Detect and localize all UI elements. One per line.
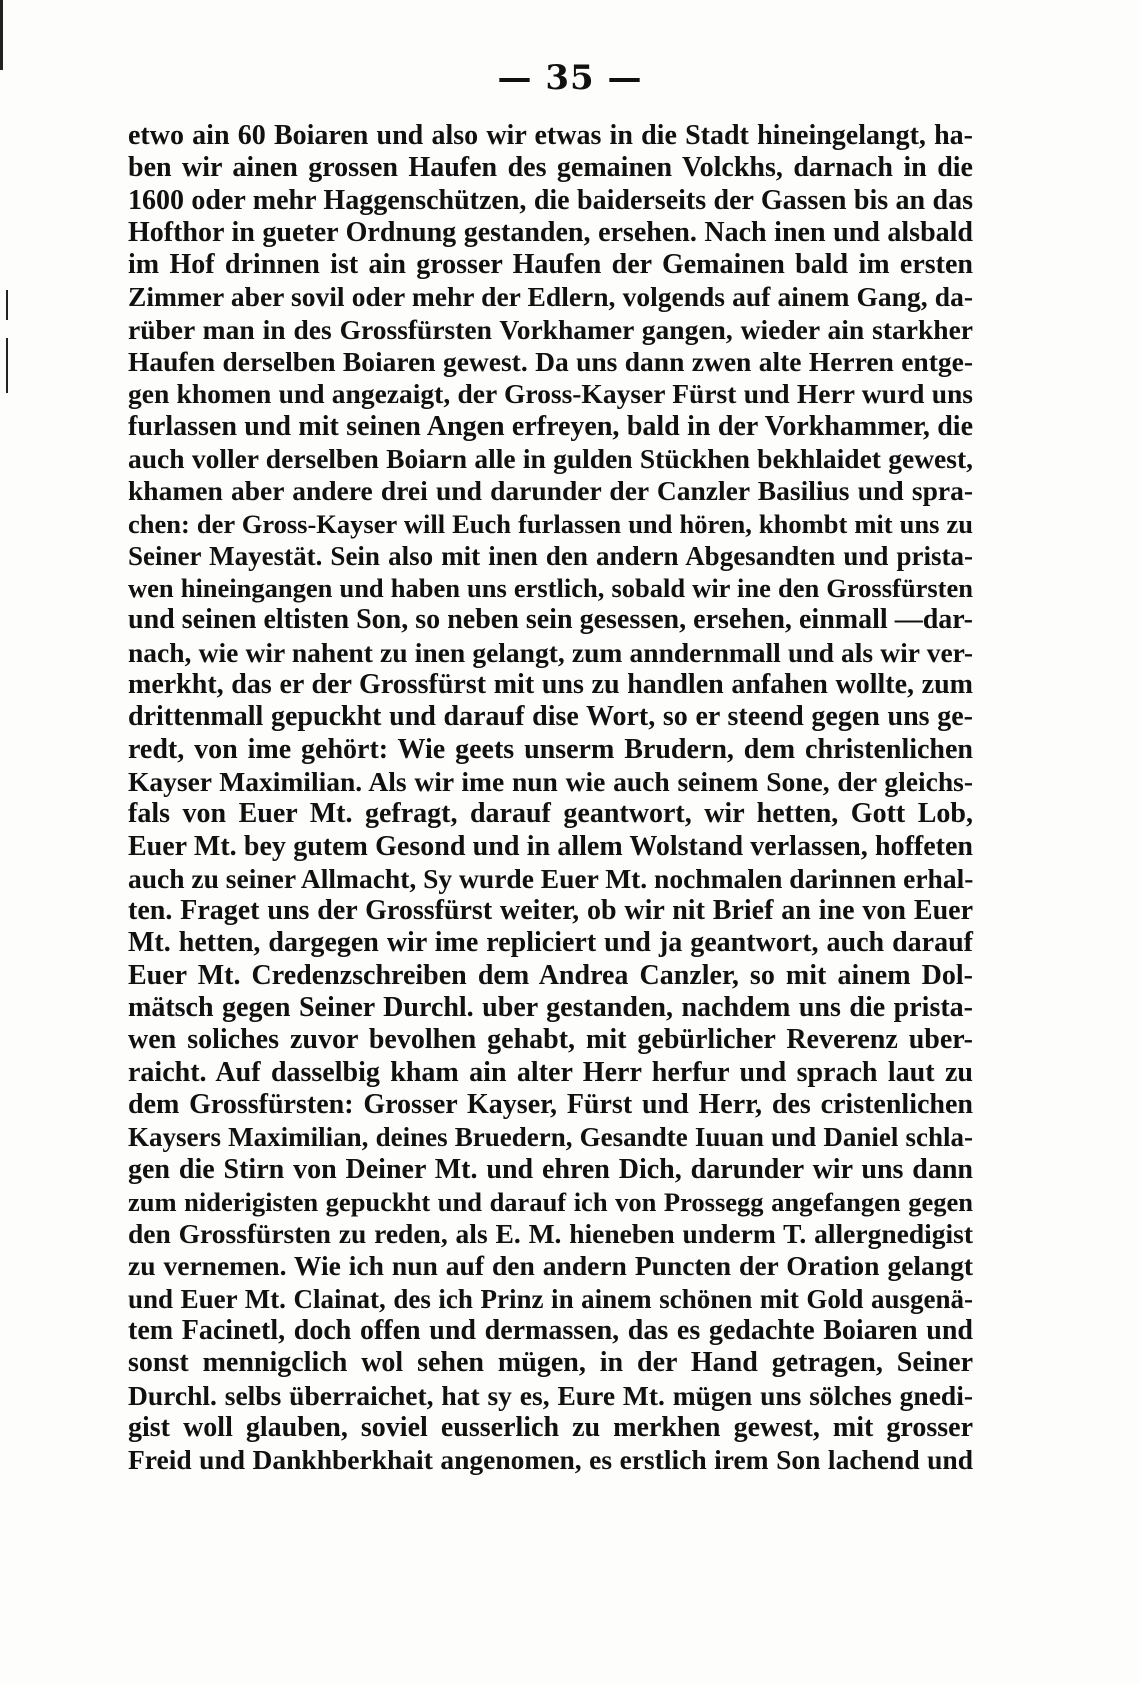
text-line: redt, von ime gehört: Wie geets unserm Brudern, dem christenlichen xyxy=(128,733,973,765)
text-line: sonst mennigclich wol sehen mügen, in der Hand getragen, Seiner xyxy=(128,1347,973,1379)
text-line: Freid und Dankhberkhait angenomen, es erstlich irem Son lachend und xyxy=(128,1444,973,1476)
text-line: rüber man in des Grossfürsten Vorkhamer gangen, wieder ain starkher xyxy=(128,313,973,345)
page-number: — 35 — xyxy=(497,58,643,98)
text-line: den Grossfürsten zu reden, als E. M. hieneben underm T. allergnedigist xyxy=(128,1218,973,1250)
text-line: Haufen derselben Boiaren gewest. Da uns dann zwen alte Herren entge- xyxy=(128,346,973,378)
text-line: ben wir ainen grossen Haufen des gemainen Volckhs, darnach in die xyxy=(128,152,973,184)
text-line: raicht. Auf dasselbig kham ain alter Herr herfur und sprach laut zu xyxy=(128,1056,973,1088)
text-line: Euer Mt. Credenzschreiben dem Andrea Canzler, so mit ainem Dol- xyxy=(128,959,973,991)
text-line: und seinen eltisten Son, so neben sein gesessen, ersehen, einmall —dar- xyxy=(128,604,973,636)
text-line: auch voller derselben Boiarn alle in gulden Stückhen bekhlaidet gewest, xyxy=(128,442,973,474)
text-line: Kaysers Maximilian, deines Bruedern, Gesandte Iuuan und Daniel schla- xyxy=(128,1122,973,1153)
text-line: chen: der Gross-Kayser will Euch furlassen und hören, khombt mit uns zu xyxy=(128,508,973,539)
text-line: zum niderigisten gepuckht und darauf ich von Prossegg angefangen gegen xyxy=(128,1186,973,1217)
text-line: Euer Mt. bey gutem Gesond und in allem Wolstand verlassen, hoffeten xyxy=(128,830,973,862)
body-text xyxy=(128,120,973,1476)
text-line: ten. Fraget uns der Grossfürst weiter, ob wir nit Brief an ine von Euer xyxy=(128,895,973,927)
text-line: Mt. hetten, dargegen wir ime repliciert und ja geantwort, auch darauf xyxy=(128,927,973,959)
text-line: nach, wie wir nahent zu inen gelangt, zum anndernmall und als wir ver- xyxy=(128,636,973,668)
text-line: Durchl. selbs überraichet, hat sy es, Eure Mt. mügen uns sölches gnedi- xyxy=(128,1379,973,1411)
text-line: mätsch gegen Seiner Durchl. uber gestanden, nachdem uns die prista- xyxy=(128,992,973,1024)
text-line: gen khomen und angezaigt, der Gross-Kayser Fürst und Herr wurd uns xyxy=(128,378,973,410)
text-line: tem Facinetl, doch offen und dermassen, das es gedachte Boiaren und xyxy=(128,1314,973,1346)
text-line: im Hof drinnen ist ain grosser Haufen der Gemainen bald im ersten xyxy=(128,249,973,281)
margin-mark xyxy=(6,290,8,320)
text-line: und Euer Mt. Clainat, des ich Prinz in ainem schönen mit Gold ausgenä- xyxy=(128,1283,973,1314)
text-line: merkht, das er der Grossfürst mit uns zu handlen anfahen wollte, zum xyxy=(128,669,973,701)
text-line: etwo ain 60 Boiaren und also wir etwas in die Stadt hineingelangt, ha- xyxy=(128,120,973,151)
text-line: Kayser Maximilian. Als wir ime nun wie auch seinem Sone, der gleichs- xyxy=(128,765,973,797)
text-line: gist woll glauben, soviel eusserlich zu merkhen gewest, mit grosser xyxy=(128,1411,973,1443)
margin-mark xyxy=(6,338,8,393)
text-line: Hofthor in gueter Ordnung gestanden, ersehen. Nach inen und alsbald xyxy=(128,216,973,248)
text-line: fals von Euer Mt. gefragt, darauf geantwort, wir hetten, Gott Lob, xyxy=(128,798,973,830)
text-line: furlassen und mit seinen Angen erfreyen, bald in der Vorkhammer, die xyxy=(128,410,973,442)
text-line: drittenmall gepuckht und darauf dise Wort, so er steend gegen uns ge- xyxy=(128,701,973,733)
text-line: zu vernemen. Wie ich nun auf den andern Puncten der Oration gelangt xyxy=(128,1250,973,1282)
text-line: auch zu seiner Allmacht, Sy wurde Euer Mt. nochmalen darinnen erhal- xyxy=(128,862,974,894)
text-line: 1600 oder mehr Haggenschützen, die baiderseits der Gassen bis an das xyxy=(128,184,973,216)
text-line: Seiner Mayestät. Sein also mit inen den andern Abgesandten und prista- xyxy=(128,540,973,571)
text-line: gen die Stirn von Deiner Mt. und ehren Dich, darunder wir uns dann xyxy=(128,1153,973,1185)
text-line: khamen aber andere drei und darunder der Canzler Basilius und spra- xyxy=(128,475,973,507)
text-line: Zimmer aber sovil oder mehr der Edlern, volgends auf ainem Gang, da- xyxy=(128,281,973,313)
text-line: wen soliches zuvor bevolhen gehabt, mit gebürlicher Reverenz uber- xyxy=(128,1024,973,1056)
text-line: dem Grossfürsten: Grosser Kayser, Fürst und Herr, des cristenlichen xyxy=(128,1088,973,1120)
text-line: wen hineingangen und haben uns erstlich, sobald wir ine den Grossfürsten xyxy=(128,573,973,604)
